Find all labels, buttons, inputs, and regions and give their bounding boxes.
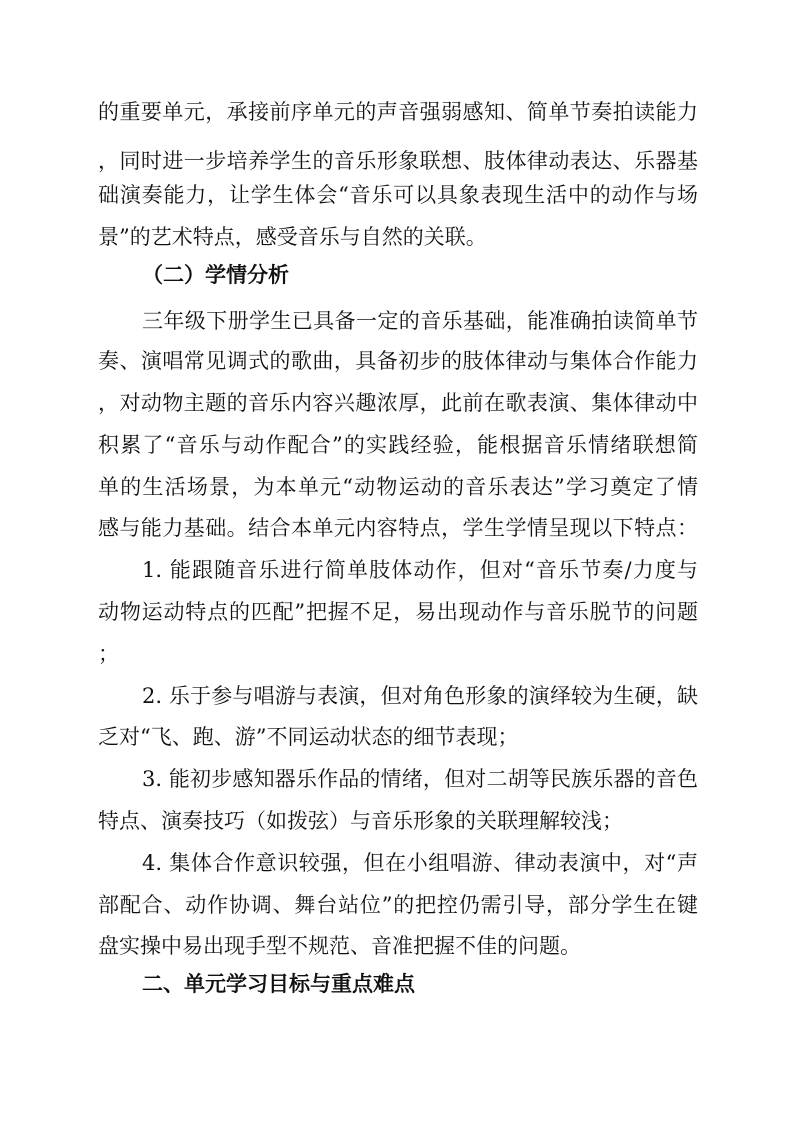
list-item-line: 盘实操中易出现手型不规范、音准把握不佳的问题。 [98,934,581,958]
paragraph-line: 三年级下册学生已具备一定的音乐基础，能准确拍读简单节 [142,309,698,333]
list-item-line: 特点、演奏技巧（如拨弦）与音乐形象的关联理解较浅； [98,809,623,833]
paragraph-line: 感与能力基础。结合本单元内容特点，学生学情呈现以下特点： [98,516,698,540]
section-heading-unit-goals: 二、单元学习目标与重点难点 [142,972,415,996]
list-item-line: 动物运动特点的匹配”把握不足，易出现动作与音乐脱节的问题 [98,600,698,624]
paragraph-line: ，同时进一步培养学生的音乐形象联想、肢体律动表达、乐器基 [98,149,698,173]
paragraph-line: 的重要单元，承接前序单元的声音强弱感知、简单节奏拍读能力 [98,100,698,124]
paragraph-line: ，对动物主题的音乐内容兴趣浓厚，此前在歌表演、集体律动中 [98,391,698,415]
list-item-line: 2. 乐于参与唱游与表演，但对角色形象的演绎较为生硬，缺 [142,684,698,708]
paragraph-line: 奏、演唱常见调式的歌曲，具备初步的肢体律动与集体合作能力 [98,349,698,373]
paragraph-line: 景”的艺术特点，感受音乐与自然的关联。 [98,225,487,249]
paragraph-line: 积累了“音乐与动作配合”的实践经验，能根据音乐情绪联想简 [98,433,698,457]
paragraph-line: 单的生活场景，为本单元“动物运动的音乐表达”学习奠定了情 [98,475,698,499]
section-heading-learning-analysis: （二）学情分析 [142,263,289,287]
list-item-line: ； [98,642,119,666]
list-item-line: 1. 能跟随音乐进行简单肢体动作，但对“音乐节奏/力度与 [142,558,698,582]
list-item-line: 乏对“飞、跑、游”不同运动状态的细节表现； [98,725,519,749]
list-item-line: 3. 能初步感知器乐作品的情绪，但对二胡等民族乐器的音色 [142,767,698,791]
paragraph-line: 础演奏能力，让学生体会“音乐可以具象表现生活中的动作与场 [98,183,698,207]
list-item-line: 4. 集体合作意识较强，但在小组唱游、律动表演中，对“声 [142,851,698,875]
list-item-line: 部配合、动作协调、舞台站位”的把控仍需引导，部分学生在键 [98,893,698,917]
